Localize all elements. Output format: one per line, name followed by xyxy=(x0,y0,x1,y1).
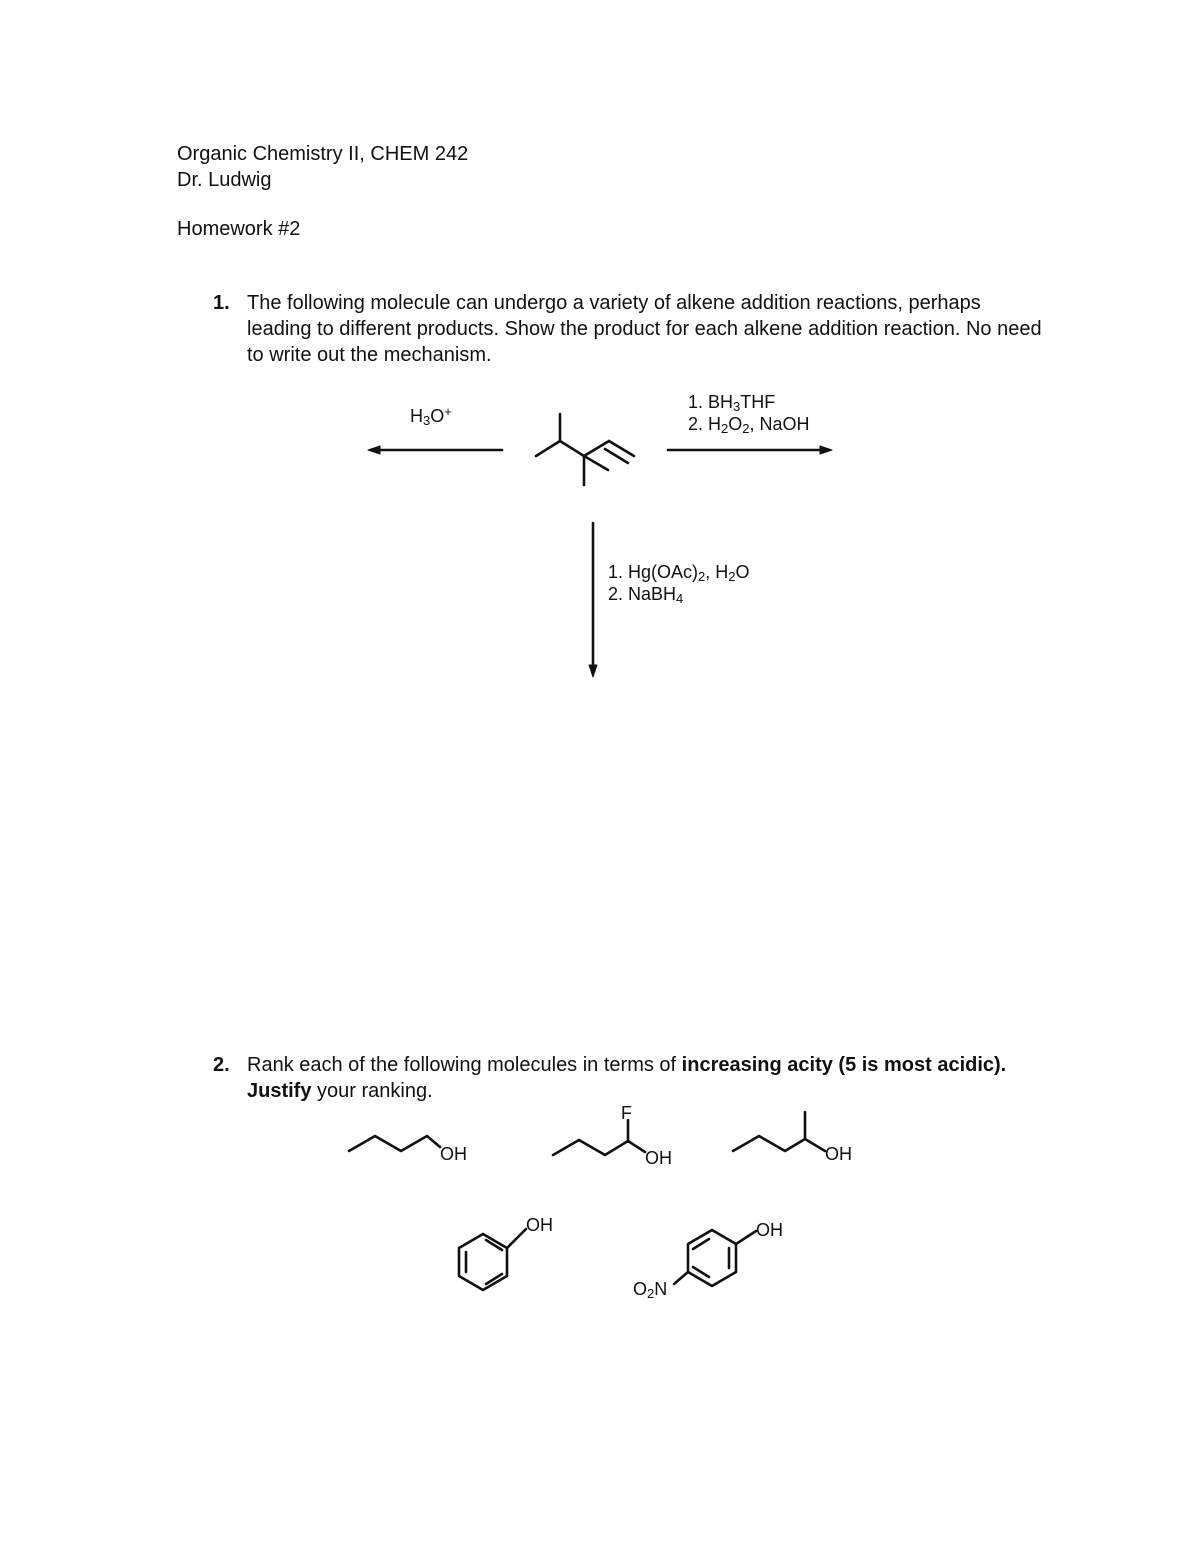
arrow-down xyxy=(589,523,597,677)
arrow-right xyxy=(668,446,832,454)
nitrophenol-ring xyxy=(674,1230,756,1286)
reagent-oxymercuration-step-2: 2. NaBH$_4$ xyxy=(608,584,684,606)
assignment-title: Homework #2 xyxy=(177,218,301,240)
question-1-number: 1. xyxy=(213,292,230,314)
arrow-left xyxy=(368,446,502,454)
secondary-alcohol-oh-label: OH xyxy=(825,1144,852,1164)
question-2-emphasis-2: Justify xyxy=(247,1080,312,1102)
phenol-ring xyxy=(459,1229,526,1290)
secondary-alcohol-skeleton xyxy=(733,1112,825,1151)
question-2-emphasis-1: increasing acity (5 is most acidic). xyxy=(681,1054,1007,1076)
fluoro-alcohol-oh-label: OH xyxy=(645,1148,672,1168)
question-1-text: The following molecule can undergo a variety of alkene addition reactions, perhaps leading to different products. Show the product for each alkene addition reaction. No need to write out the mechanism. xyxy=(247,292,1042,366)
fluoro-alcohol-skeleton xyxy=(553,1120,645,1155)
nitrophenol-oh-label: OH xyxy=(756,1220,783,1240)
reagent-hydroboration-step-1: 1. $BH_3THF$ xyxy=(688,392,776,414)
question-2-text: Rank each of the following molecules in terms of increasing acity (5 is most acidic). Justify your ranking. xyxy=(247,1054,1007,1102)
reagent-oxymercuration-step-1: 1. $Hg(OAc)_2$, $H_2O$ xyxy=(608,562,750,584)
butanol-skeleton xyxy=(349,1136,440,1151)
reagent-h3o-plus: $H_3O^+$ xyxy=(410,404,452,428)
course-title: Organic Chemistry II, CHEM 242 xyxy=(177,143,469,165)
instructor-name: Dr. Ludwig xyxy=(177,169,272,191)
phenol-oh-label: OH xyxy=(526,1215,553,1235)
alkene-skeletal-structure xyxy=(536,414,634,485)
butanol-oh-label: OH xyxy=(440,1144,467,1164)
reagent-hydroboration-step-2: 2. $H_2O_2$, NaOH xyxy=(688,414,810,436)
nitro-group-label: $O_2N$ xyxy=(633,1279,668,1301)
question-2-number: 2. xyxy=(213,1054,230,1076)
fluoro-alcohol-f-label: F xyxy=(621,1103,632,1123)
